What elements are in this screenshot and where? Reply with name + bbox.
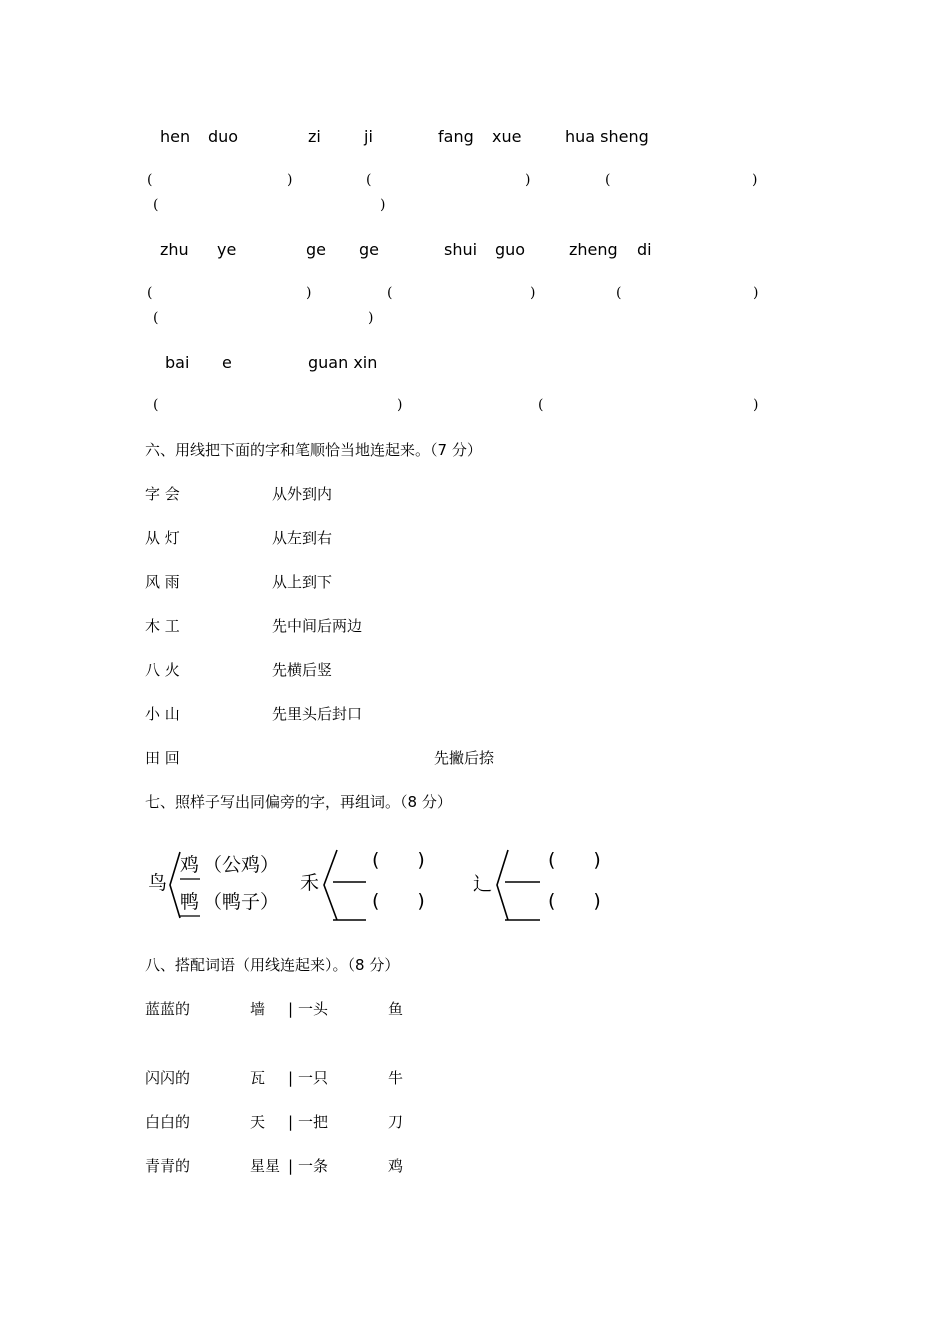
noun: 瓦 — [250, 1069, 266, 1087]
measure-word: 一把 — [298, 1113, 329, 1131]
answer-paren-open: ( — [153, 197, 159, 213]
stroke-order-rule: 先横后竖 — [272, 661, 333, 679]
example-radical: 鸟 — [148, 872, 168, 894]
adjective: 白白的 — [145, 1113, 191, 1131]
character-pair: 风 雨 — [145, 573, 180, 591]
animal-noun: 牛 — [388, 1069, 404, 1087]
stroke-order-rule: 从外到内 — [272, 485, 333, 503]
pinyin-syllable: ji — [364, 127, 373, 146]
pinyin-syllable: e — [222, 353, 232, 372]
example-word: （公鸡） — [203, 854, 280, 876]
pinyin-syllable: hua sheng — [565, 127, 649, 146]
example-char: 鸭 — [180, 891, 200, 913]
adjective: 青青的 — [145, 1157, 191, 1175]
adjective: 闪闪的 — [145, 1069, 191, 1087]
example-word: （鸭子） — [203, 891, 280, 913]
measure-word: 一头 — [298, 1000, 329, 1018]
answer-paren-close: ) — [530, 285, 536, 301]
separator: | — [288, 1113, 294, 1131]
pinyin-syllable: ge — [359, 240, 379, 259]
pinyin-syllable: hen — [160, 127, 191, 146]
answer-paren-close: ) — [753, 397, 759, 413]
stroke-order-rule: 从左到右 — [272, 529, 333, 547]
answer-blank-paren[interactable]: ( ) — [548, 849, 601, 871]
answer-paren-open: ( — [387, 285, 393, 301]
radical-he: 禾 — [300, 872, 320, 894]
stroke-order-rule: 先中间后两边 — [272, 617, 363, 635]
answer-paren-close: ) — [525, 172, 531, 188]
answer-paren-close: ) — [752, 172, 758, 188]
answer-paren-close: ) — [397, 397, 403, 413]
separator: | — [288, 1069, 294, 1087]
answer-paren-close: ) — [306, 285, 312, 301]
character-pair: 小 山 — [145, 705, 180, 723]
answer-paren-open: ( — [605, 172, 611, 188]
measure-word: 一条 — [298, 1157, 329, 1175]
answer-paren-open: ( — [153, 397, 159, 413]
bracket-icon — [324, 850, 337, 920]
answer-blank-paren[interactable]: ( ) — [372, 849, 425, 871]
section-8-title: 八、搭配词语（用线连起来）。（8 分） — [145, 956, 400, 974]
stroke-order-rule: 先里头后封口 — [272, 705, 363, 723]
answer-blank-paren[interactable]: ( ) — [372, 890, 425, 912]
noun: 星星 — [250, 1157, 281, 1175]
pinyin-syllable: fang — [438, 127, 474, 146]
character-pair: 田 回 — [145, 749, 180, 767]
radical-exercise-figure — [140, 840, 620, 930]
character-pair: 木 工 — [145, 617, 180, 635]
answer-paren-open: ( — [147, 285, 153, 301]
bracket-icon — [170, 852, 180, 918]
answer-paren-close: ) — [380, 197, 386, 213]
pinyin-syllable: ye — [217, 240, 237, 259]
pinyin-syllable: shui — [444, 240, 478, 259]
radical-chuo: 辶 — [473, 873, 493, 895]
answer-paren-open: ( — [538, 397, 544, 413]
measure-word: 一只 — [298, 1069, 329, 1087]
pinyin-syllable: zhu — [160, 240, 189, 259]
adjective: 蓝蓝的 — [145, 1000, 191, 1018]
pinyin-syllable: zheng — [569, 240, 618, 259]
answer-paren-close: ) — [753, 285, 759, 301]
pinyin-syllable: di — [637, 240, 652, 259]
bracket-icon — [497, 850, 508, 920]
answer-paren-open: ( — [616, 285, 622, 301]
answer-paren-open: ( — [147, 172, 153, 188]
answer-paren-close: ) — [368, 310, 374, 326]
separator: | — [288, 1157, 294, 1175]
pinyin-syllable: bai — [165, 353, 190, 372]
pinyin-syllable: ge — [306, 240, 326, 259]
section-7-title: 七、照样子写出同偏旁的字，再组词。（8 分） — [145, 793, 452, 811]
separator: | — [288, 1000, 294, 1018]
noun: 墙 — [250, 1000, 266, 1018]
animal-noun: 鸡 — [388, 1157, 404, 1175]
character-pair: 从 灯 — [145, 529, 180, 547]
answer-blank-paren[interactable]: ( ) — [548, 890, 601, 912]
character-pair: 字 会 — [145, 485, 180, 503]
character-pair: 八 火 — [145, 661, 180, 679]
answer-paren-open: ( — [153, 310, 159, 326]
stroke-order-rule: 先撇后捺 — [434, 749, 495, 767]
animal-noun: 鱼 — [388, 1000, 404, 1018]
noun: 天 — [250, 1113, 266, 1131]
section-6-title: 六、用线把下面的字和笔顺恰当地连起来。（7 分） — [145, 441, 482, 459]
answer-paren-close: ) — [287, 172, 293, 188]
answer-paren-open: ( — [366, 172, 372, 188]
pinyin-syllable: duo — [208, 127, 239, 146]
stroke-order-rule: 从上到下 — [272, 573, 333, 591]
pinyin-syllable: guan xin — [308, 353, 378, 372]
pinyin-syllable: guo — [495, 240, 526, 259]
pinyin-syllable: xue — [492, 127, 522, 146]
pinyin-syllable: zi — [308, 127, 321, 146]
animal-noun: 刀 — [388, 1113, 404, 1131]
example-char: 鸡 — [180, 854, 200, 876]
